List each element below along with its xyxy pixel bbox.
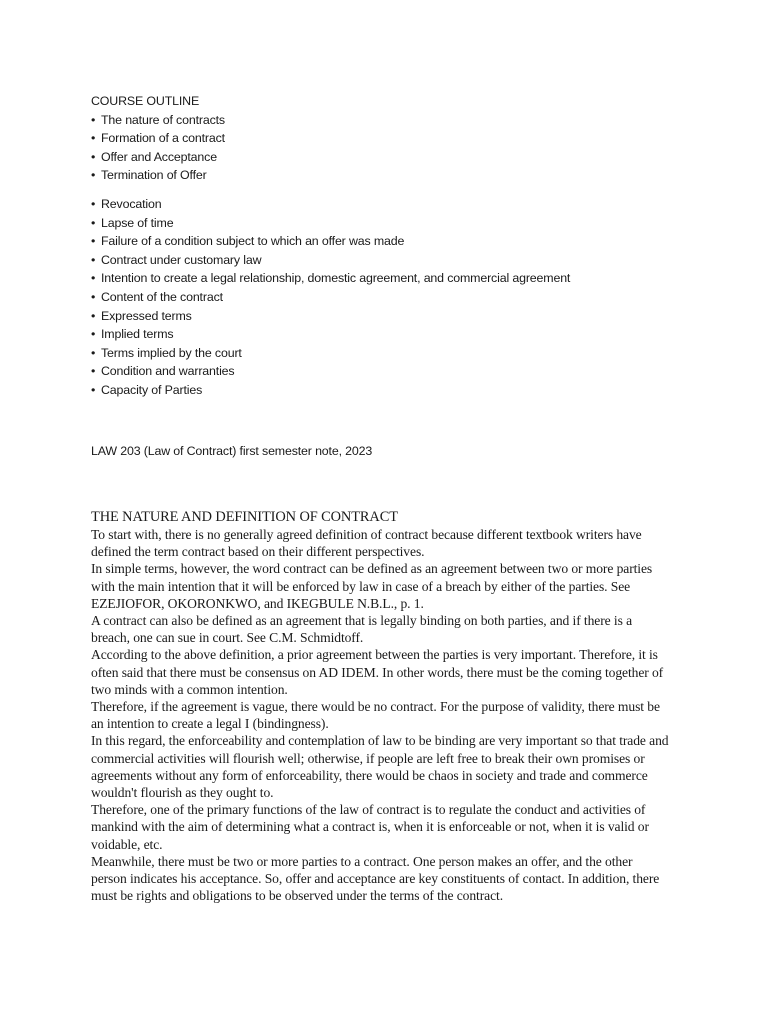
course-outline — [91, 92, 731, 400]
outline-item: • Failure of a condition subject to which an offer was made — [91, 232, 731, 251]
bullet-icon: • — [91, 215, 96, 230]
outline-item: • Lapse of time — [91, 214, 731, 233]
outline-item: • Intention to create a legal relationship, domestic agreement, and commercial agreement — [91, 269, 731, 288]
paragraph: In simple terms, however, the word contract can be defined as an agreement between two or more parties with the main intention that it will be enforced by law in case of a breach by either of the parties. See EZEJIOFOR, OKORONKWO, and IKEGBULE N.B.L., p. 1. — [91, 561, 653, 611]
outline-item: • Condition and warranties — [91, 362, 731, 381]
bullet-icon: • — [91, 234, 96, 249]
paragraph: A contract can also be defined as an agreement that is legally binding on both parties, and if there is a breach, one can sue in court. See C.M. Schmidtoff. — [91, 613, 632, 646]
paragraph: According to the above definition, a prior agreement between the parties is very important. Therefore, it is often said that there must be consensus on AD IDEM. In other words, there must be the coming together of two minds with a common intention. — [91, 647, 664, 697]
bullet-icon: • — [91, 168, 96, 183]
bullet-icon: • — [91, 289, 96, 304]
section-title: THE NATURE AND DEFINITION OF CONTRACT — [91, 509, 398, 525]
bullet-icon: • — [91, 364, 96, 379]
bullet-icon: • — [91, 327, 96, 342]
outline-item: • The nature of contracts — [91, 111, 731, 130]
bullet-icon: • — [91, 308, 96, 323]
paragraph: Meanwhile, there must be two or more parties to a contract. One person makes an offer, and the other person indicates his acceptance. So, offer and acceptance are key constituents of contact. In addition, there must be rights and obligations to be observed under the terms of the contract. — [91, 853, 660, 904]
outline-item: • Capacity of Parties — [91, 381, 731, 400]
outline-item: • Termination of Offer — [91, 166, 731, 185]
outline-item: • Offer and Acceptance — [91, 148, 731, 167]
outline-list-primary — [91, 111, 731, 185]
paragraph: To start with, there is no generally agreed definition of contract because different textbook writers have defined the term contract based on their different perspectives. — [91, 527, 642, 560]
outline-item: • Content of the contract — [91, 288, 731, 307]
bullet-icon: • — [91, 149, 96, 164]
paragraph: Therefore, one of the primary functions of the law of contract is to regulate the conduct and activities of mankind with the aim of determining what a contract is, when it is enforceable or not, when it is valid or voidable, etc. — [91, 802, 649, 852]
bullet-icon: • — [91, 271, 96, 286]
outline-item: • Implied terms — [91, 325, 731, 344]
bullet-icon: • — [91, 196, 96, 211]
bullet-icon: • — [91, 112, 96, 127]
paragraph: In this regard, the enforceability and contemplation of law to be binding are very important so that trade and commercial activities will flourish well; otherwise, if people are left free to break their own promises or agreements without any form of enforceability, there would be chaos in society and trade and commerce wouldn't flourish as they ought to. — [91, 733, 669, 801]
outline-item: • Revocation — [91, 195, 731, 214]
outline-item: • Terms implied by the court — [91, 344, 731, 363]
bullet-icon: • — [91, 252, 96, 267]
bullet-icon: • — [91, 345, 96, 360]
outline-item: • Formation of a contract — [91, 129, 731, 148]
bullet-icon: • — [91, 131, 96, 146]
section-body — [91, 508, 671, 904]
bullet-icon: • — [91, 382, 96, 397]
outline-item: • Contract under customary law — [91, 251, 731, 270]
outline-list-secondary — [91, 195, 731, 400]
course-outline-heading: COURSE OUTLINE — [91, 94, 200, 108]
outline-item: • Expressed terms — [91, 307, 731, 326]
paragraph: Therefore, if the agreement is vague, there would be no contract. For the purpose of validity, there must be an intention to create a legal I (bindingness). — [91, 699, 660, 732]
note-title: LAW 203 (Law of Contract) first semester note, 2023 — [91, 444, 373, 458]
